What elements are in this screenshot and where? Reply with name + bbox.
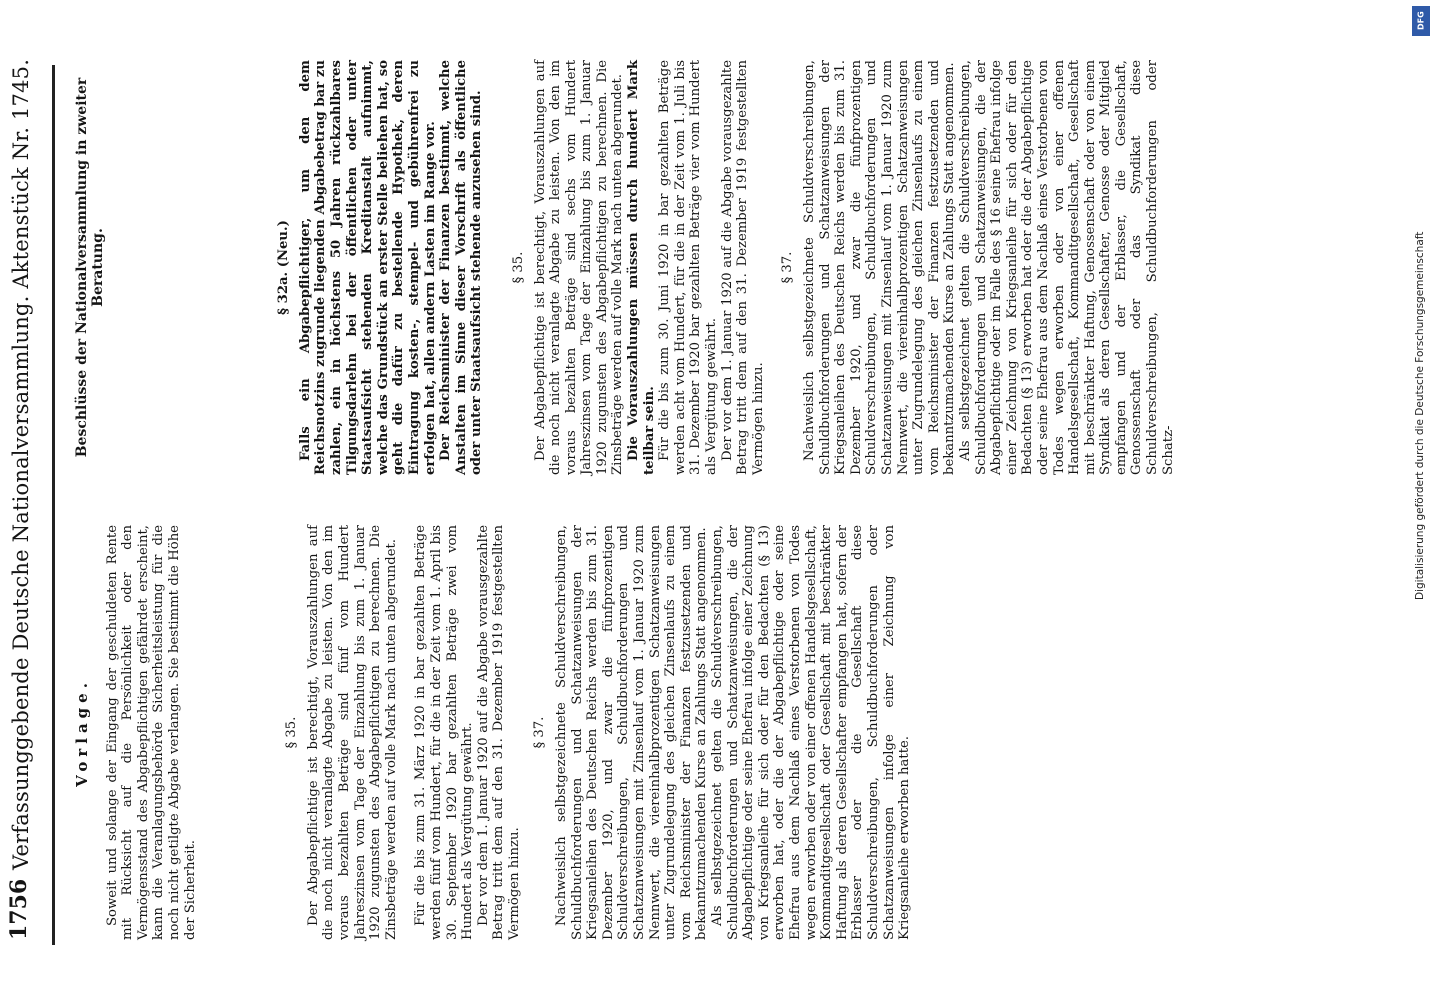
digitization-credit: Digitalisierung gefördert durch die Deutsche Forschungsgemeinschaft <box>1414 231 1426 600</box>
vorlage-heading: Vorlage. <box>73 678 91 787</box>
beschluesse-32a-paragraph-2: Der Reichsminister der Finanzen bestimmt, welche Anstalten im Sinne dieser Vorschrift als öffentliche oder unter Staatsaufsicht stehende anzusehen sind. <box>438 60 485 475</box>
vorlage-35-paragraph-3: Der vor dem 1. Januar 1920 auf die Abgabe vorausgezahlte Betrag tritt dem auf den 31. Dezember 1919 festgestellten Vermögen hinzu. <box>475 525 522 940</box>
page-title: Verfassunggebende Deutsche Nationalversammlung. Aktenstück Nr. 1745. <box>9 58 33 870</box>
vorlage-column <box>75 525 913 940</box>
section-32a-heading: § 32a. (Neu.) <box>276 220 292 315</box>
beschluesse-37-paragraph-2: Als selbstgezeichnet gelten die Schuldverschreibungen, Schuldbuchforderungen und Schatzanweisungen, die der Abgabepflichtige oder im Falle des § 16 seine Ehefrau infolge einer Zeichnung von Kriegsanleihe für sich oder für den Bedachten (§ 13) erworben hat oder die der Abgabepflichtige oder seine Ehefrau aus dem Nachlaß eines Verstorbenen von Todes wegen erworben oder von einer offenen Handelsgesellschaft, Kommanditgesellschaft, Gesellschaft mit beschränkter Haftung, Genossenschaft oder von einem Syndikat als deren Gesellschafter, Genosse oder Mitglied empfangen und der Erblasser, die Gesellschaft, Genossenschaft oder das Syndikat diese Schuldverschreibungen, Schuldbuchforderungen oder Schatz- <box>957 60 1176 475</box>
dfg-logo: DFG <box>1412 6 1430 36</box>
beschluesse-column <box>75 60 1176 475</box>
page-header <box>6 0 48 1000</box>
page-number: 1756 <box>6 878 32 940</box>
vorlage-paragraph: Soweit und solange der Eingang der geschuldeten Rente mit Rücksicht auf die Persönlichkeit oder den Vermögensstand des Abgabepflichtigen gefährdet erscheint, kann die Veranlagungsbehörde Sicherheitsleistung für die noch nicht getilgte Abgabe verlangen. Sie bestimmt die Höhe der Sicherheit. <box>104 525 198 940</box>
beschluesse-35-paragraph-3: Der vor dem 1. Januar 1920 auf die Abgabe vorausgezahlte Betrag tritt dem auf den 31. Dezember 1919 festgestellten Vermögen hinzu. <box>719 60 766 475</box>
beschluesse-37-paragraph-1: Nachweislich selbstgezeichnete Schuldverschreibungen, Schuldbuchforderungen und Schatzanweisungen der Kriegsanleihen des Deutschen Reichs werden bis zum 31. Dezember 1920, und zwar die fünfprozentigen Schuldverschreibungen, Schuldbuchforderungen und Schatzanweisungen mit Zinsenlauf vom 1. Januar 1920 zum Nennwert, die viereinhalbprozentigen Schatzanweisungen unter Zugrundelegung des gleichen Zinsenlaufs zu einem vom Reichsminister der Finanzen festzusetzenden und bekanntzumachenden Kurse an Zahlungs Statt angenommen. <box>802 60 958 475</box>
section-35-heading: § 35. <box>284 716 300 749</box>
vorlage-35-paragraph-2: Für die bis zum 31. März 1920 in bar gezahlten Beträge werden fünf vom Hundert, für die in der Zeit vom 1. April bis 30. September 1920 bar gezahlten Beträge zwei vom Hundert als Vergütung gewährt. <box>413 525 476 940</box>
beschluesse-32a-paragraph-1: Falls ein Abgabepflichtiger, um den dem Reichsnotzins zugrunde liegenden Abgabebetrag bar zu zahlen, ein in höchstens 50 Jahren rückzahlbares Tilgungsdarlehn bei der öffentlichen oder unter Staatsaufsicht stehenden Kreditanstalt aufnimmt, welche das Grundstück an erster Stelle beliehen hat, so geht die dafür zu bestellende Hypothek, deren Eintragung kosten-, stempel- und gebührenfrei zu erfolgen hat, allen andern Lasten im Range vor. <box>297 60 438 475</box>
header-rule <box>52 65 55 945</box>
section-37-heading: § 37. <box>532 716 548 749</box>
beschluesse-35-paragraph-2: Für die bis zum 30. Juni 1920 in bar gezahlten Beträge werden acht vom Hundert, für die in der Zeit vom 1. Juli bis 31. Dezember 1920 bar gezahlten Beträge vier vom Hundert als Vergütung gewährt. <box>657 60 720 475</box>
section-35-heading-right: § 35. <box>510 251 526 284</box>
vorlage-37-paragraph-1: Nachweislich selbstgezeichnete Schuldverschreibungen, Schuldbuchforderungen und Schatzanweisungen der Kriegsanleihen des Deutschen Reichs werden bis zum 31. Dezember 1920, und zwar die fünfprozentigen Schuldverschreibungen, Schuldbuchforderungen und Schatzanweisungen mit Zinsenlauf vom 1. Januar 1920 zum Nennwert, die viereinhalbprozentigen Schatzanweisungen unter Zugrundelegung des gleichen Zinsenlaufs zu einem vom Reichsminister der Finanzen festzusetzenden und bekanntzumachenden Kurse an Zahlungs Statt angenommen. <box>554 525 710 940</box>
section-37-heading-right: § 37. <box>780 251 796 284</box>
beschluesse-35-paragraph-1: Der Abgabepflichtige ist berechtigt, Vorauszahlungen auf die noch nicht veranlagte Abgabe zu leisten. Von den im voraus bezahlten Beträge sind sechs vom Hundert Jahreszinsen vom Tage der Einzahlung bis zum 1. Januar 1920 zugunsten des Abgabepflichtigen zu berechnen. Die Zinsbeträge werden auf volle Mark nach unten abgerundet. <box>532 60 626 475</box>
vorlage-37-paragraph-2: Als selbstgezeichnet gelten die Schuldverschreibungen, Schuldbuchforderungen und Schatzanweisungen, die der Abgabepflichtige oder seine Ehefrau infolge einer Zeichnung von Kriegsanleihe für sich oder für den Bedachten (§ 13) erworben hat, oder die der Abgabepflichtige oder seine Ehefrau aus dem Nachlaß eines Verstorbenen von Todes wegen erworben oder von einer offenen Handelsgesellschaft, Kommanditgesellschaft oder Gesellschaft mit beschränkter Haftung als deren Gesellschafter empfangen hat, sofern der Erblasser oder die Gesellschaft diese Schuldverschreibungen, Schuldbuchforderungen oder Schatzanweisungen infolge einer Zeichnung von Kriegsanleihe erworben hatte. <box>710 525 913 940</box>
beschluesse-35-paragraph-1b: Die Vorauszahlungen müssen durch hundert Mark teilbar sein. <box>626 60 657 475</box>
vorlage-35-paragraph-1: Der Abgabepflichtige ist berechtigt, Vorauszahlungen auf die noch nicht veranlagte Abgabe zu leisten. Von den im voraus bezahlten Beträge sind fünf vom Hundert Jahreszinsen vom Tage der Einzahlung bis zum 1. Januar 1920 zugunsten des Abgabepflichtigen zu berechnen. Die Zinsbeträge werden auf volle Mark nach unten abgerundet. <box>305 525 399 940</box>
beschluesse-heading: Beschlüsse der Nationalversammlung in zweiter Beratung. <box>74 77 106 458</box>
